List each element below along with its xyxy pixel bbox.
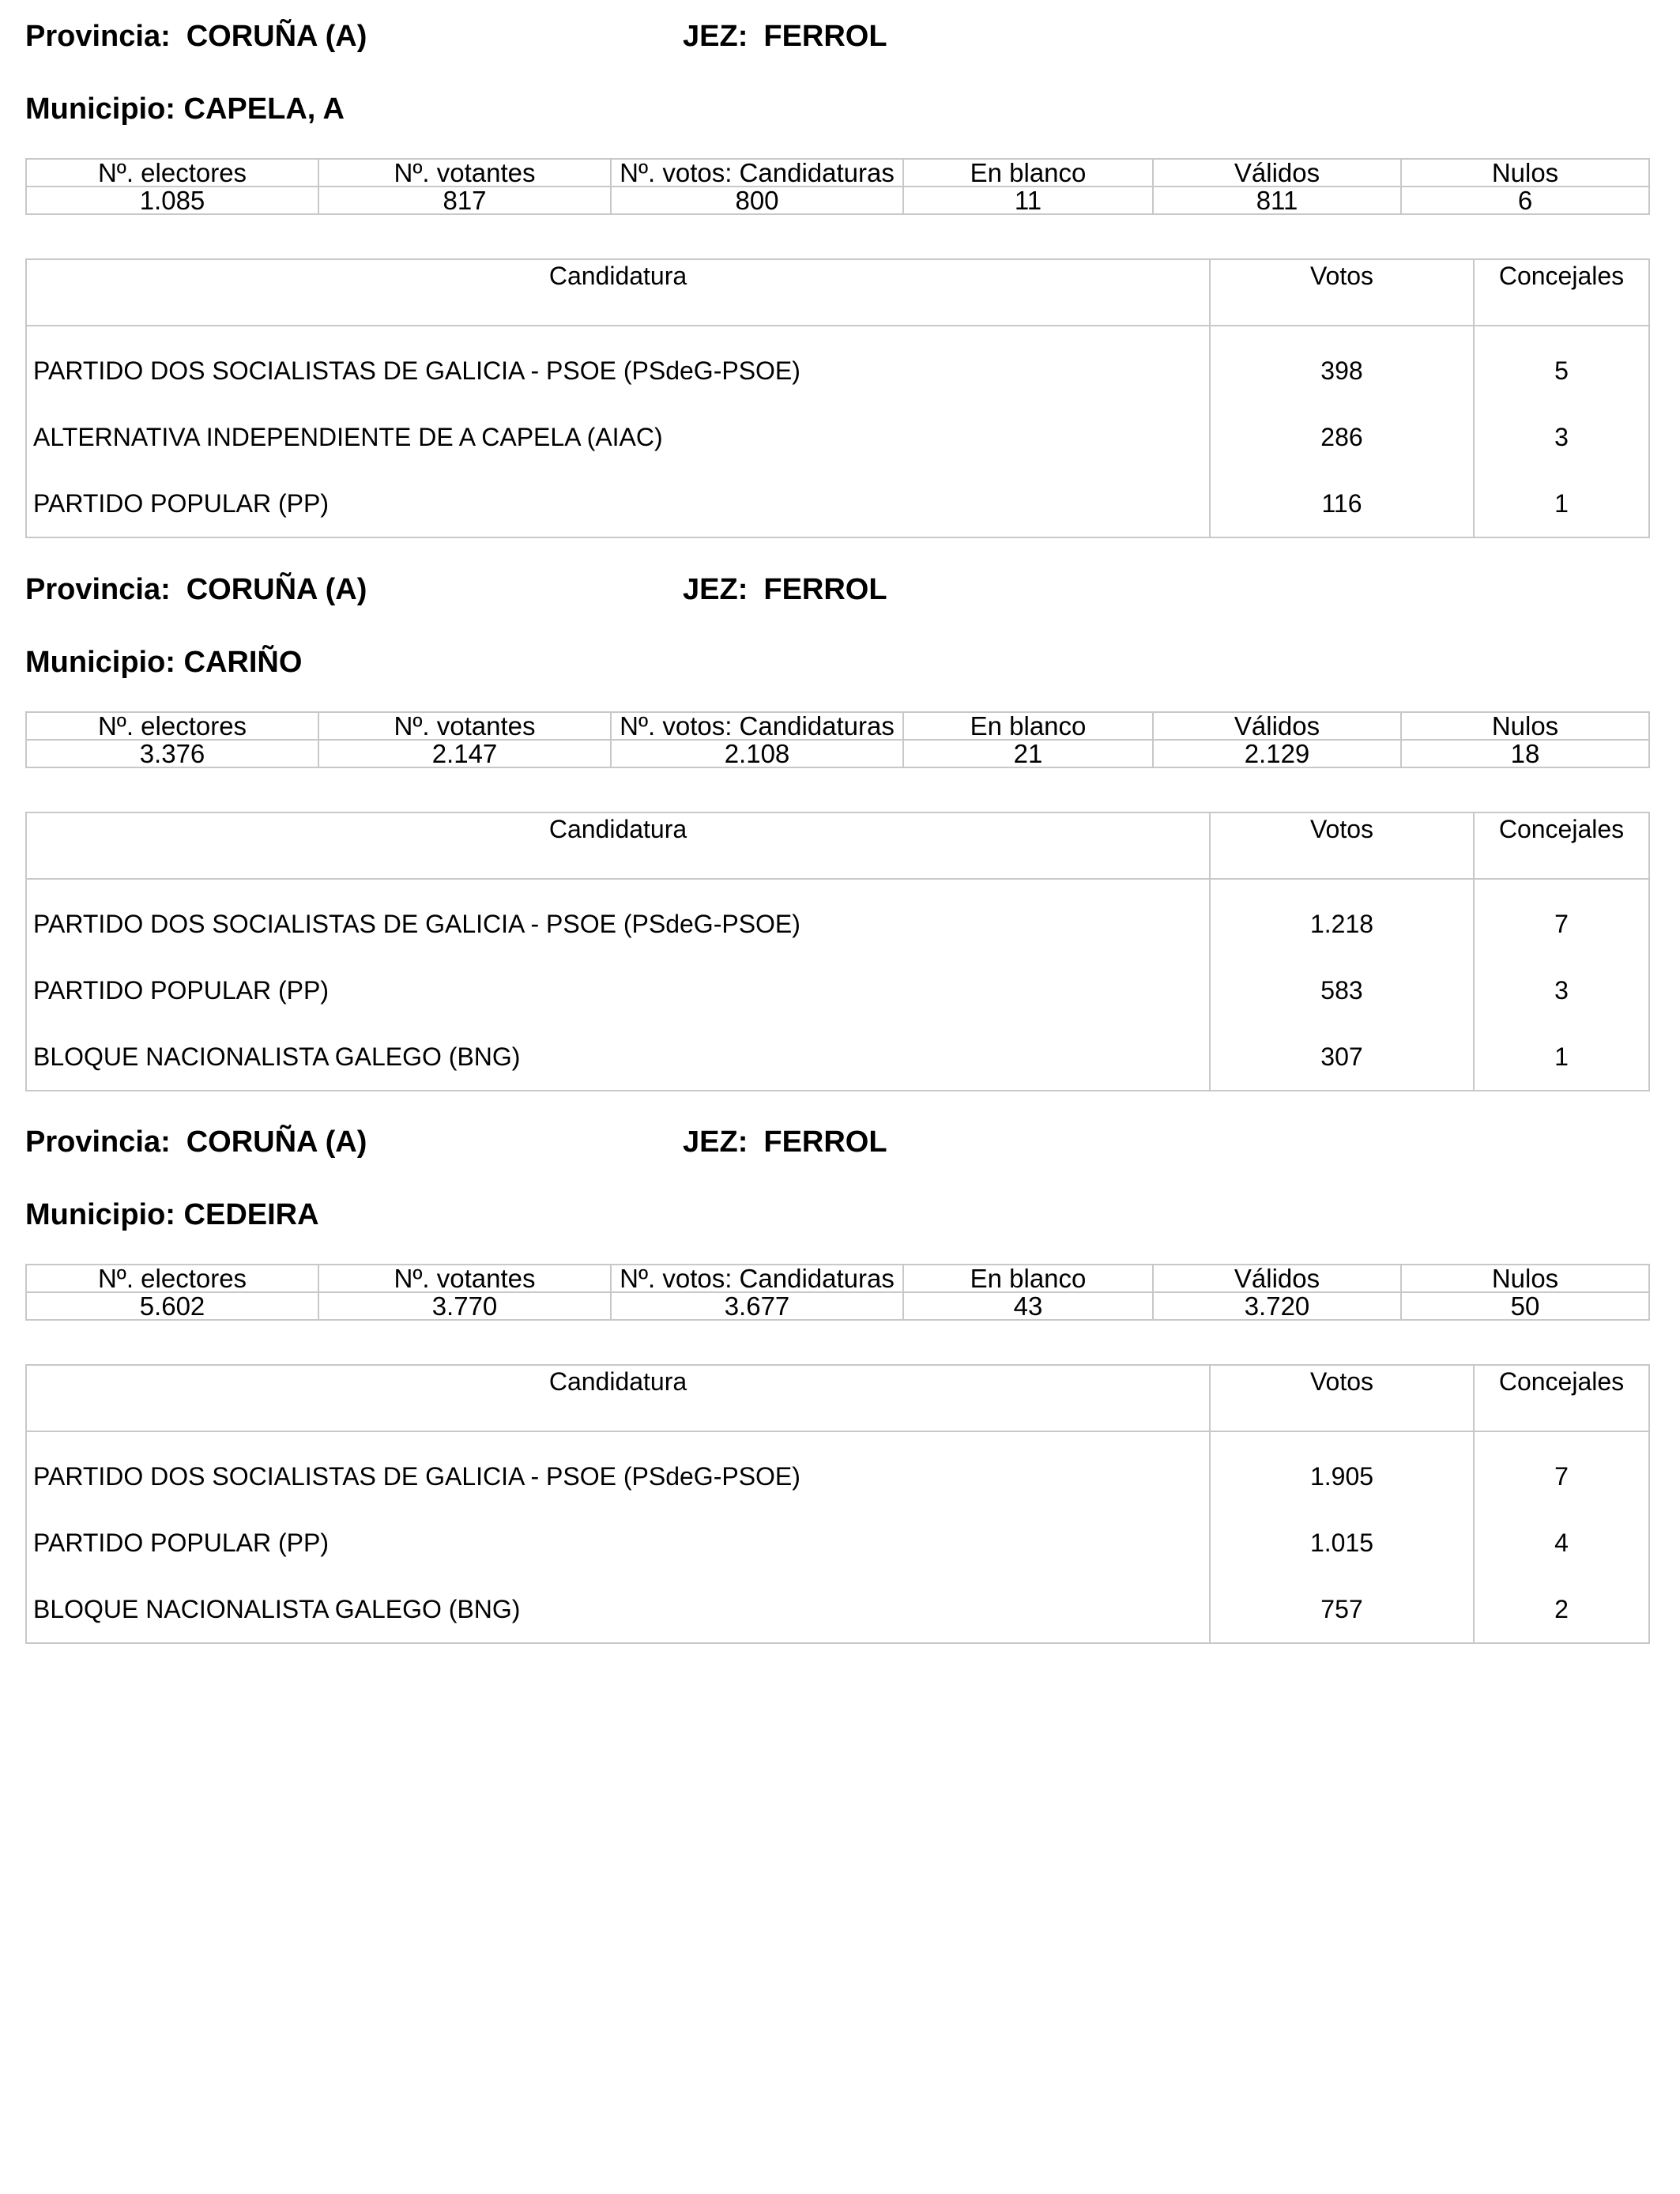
results-header-votos: Votos (1210, 812, 1474, 879)
votos-cell: 1.015 (1210, 1510, 1474, 1576)
summary-header-cell: Nº. electores (26, 159, 318, 187)
summary-header-cell: En blanco (903, 1265, 1153, 1292)
summary-value-cell: 2.108 (611, 740, 903, 767)
summary-table (25, 158, 1650, 215)
summary-value-row (26, 740, 1649, 767)
concejales-cell: 7 (1474, 1431, 1649, 1510)
table-row (26, 1431, 1649, 1510)
summary-table (25, 1264, 1650, 1321)
municipio-heading: Municipio: CARIÑO (25, 646, 303, 679)
summary-value-cell: 2.147 (318, 740, 611, 767)
votos-cell: 583 (1210, 957, 1474, 1023)
provincia-heading: Provincia: CORUÑA (A) (25, 1125, 367, 1159)
summary-value-cell: 1.085 (26, 187, 318, 214)
concejales-cell: 7 (1474, 879, 1649, 957)
summary-value-cell: 11 (903, 187, 1153, 214)
concejales-cell: 2 (1474, 1576, 1649, 1643)
summary-header-row (26, 712, 1649, 740)
summary-header-cell: Nº. votos: Candidaturas (611, 159, 903, 187)
votos-cell: 307 (1210, 1023, 1474, 1091)
summary-header-cell: Válidos (1153, 1265, 1401, 1292)
summary-header-cell: Nº. votantes (318, 1265, 611, 1292)
jez-heading: JEZ: FERROL (683, 1125, 887, 1159)
table-row (26, 1576, 1649, 1643)
summary-header-cell: Nº. electores (26, 1265, 318, 1292)
summary-header-cell: En blanco (903, 712, 1153, 740)
summary-table (25, 711, 1650, 768)
summary-header-cell: Nº. votos: Candidaturas (611, 1265, 903, 1292)
summary-value-cell: 18 (1401, 740, 1649, 767)
results-header-concejales: Concejales (1474, 812, 1649, 879)
summary-value-cell: 3.720 (1153, 1292, 1401, 1320)
provincia-heading: Provincia: CORUÑA (A) (25, 573, 367, 606)
summary-value-cell: 817 (318, 187, 611, 214)
summary-header-cell: Válidos (1153, 159, 1401, 187)
votos-cell: 286 (1210, 404, 1474, 470)
votos-cell: 1.905 (1210, 1431, 1474, 1510)
table-row (26, 470, 1649, 537)
table-row (26, 404, 1649, 470)
summary-value-cell: 3.770 (318, 1292, 611, 1320)
summary-header-row (26, 1265, 1649, 1292)
votos-cell: 1.218 (1210, 879, 1474, 957)
summary-value-cell: 2.129 (1153, 740, 1401, 767)
summary-value-cell: 800 (611, 187, 903, 214)
summary-value-cell: 43 (903, 1292, 1153, 1320)
concejales-cell: 1 (1474, 1023, 1649, 1091)
results-table (25, 812, 1650, 1091)
votos-cell: 116 (1210, 470, 1474, 537)
candidatura-cell: BLOQUE NACIONALISTA GALEGO (BNG) (33, 1042, 521, 1071)
results-header-votos: Votos (1210, 1365, 1474, 1431)
results-header-row (26, 1365, 1649, 1431)
candidatura-cell: PARTIDO POPULAR (PP) (33, 488, 329, 518)
summary-header-cell: Nº. votantes (318, 712, 611, 740)
municipio-heading: Municipio: CEDEIRA (25, 1198, 319, 1231)
results-header-candidatura: Candidatura (26, 259, 1210, 326)
summary-value-cell: 6 (1401, 187, 1649, 214)
summary-header-cell: En blanco (903, 159, 1153, 187)
summary-header-cell: Nº. votantes (318, 159, 611, 187)
summary-value-row (26, 187, 1649, 214)
candidatura-cell: BLOQUE NACIONALISTA GALEGO (BNG) (33, 1594, 521, 1623)
candidatura-cell: PARTIDO DOS SOCIALISTAS DE GALICIA - PSOE (PSdeG-PSOE) (33, 909, 800, 938)
summary-header-cell: Nº. votos: Candidaturas (611, 712, 903, 740)
summary-header-cell: Nulos (1401, 712, 1649, 740)
results-header-votos: Votos (1210, 259, 1474, 326)
summary-header-cell: Válidos (1153, 712, 1401, 740)
summary-header-cell: Nº. electores (26, 712, 318, 740)
summary-value-cell: 21 (903, 740, 1153, 767)
table-row (26, 879, 1649, 957)
concejales-cell: 1 (1474, 470, 1649, 537)
table-row (26, 1023, 1649, 1091)
results-header-candidatura: Candidatura (26, 812, 1210, 879)
summary-value-cell: 811 (1153, 187, 1401, 214)
concejales-cell: 4 (1474, 1510, 1649, 1576)
candidatura-cell: PARTIDO DOS SOCIALISTAS DE GALICIA - PSOE (PSdeG-PSOE) (33, 356, 800, 385)
votos-cell: 398 (1210, 326, 1474, 404)
concejales-cell: 5 (1474, 326, 1649, 404)
table-row (26, 957, 1649, 1023)
summary-value-cell: 3.376 (26, 740, 318, 767)
results-header-candidatura: Candidatura (26, 1365, 1210, 1431)
summary-header-row (26, 159, 1649, 187)
concejales-cell: 3 (1474, 404, 1649, 470)
votos-cell: 757 (1210, 1576, 1474, 1643)
candidatura-cell: PARTIDO POPULAR (PP) (33, 1528, 329, 1557)
provincia-heading: Provincia: CORUÑA (A) (25, 20, 367, 53)
summary-header-cell: Nulos (1401, 1265, 1649, 1292)
summary-value-row (26, 1292, 1649, 1320)
summary-value-cell: 50 (1401, 1292, 1649, 1320)
results-header-row (26, 812, 1649, 879)
results-table (25, 258, 1650, 538)
candidatura-cell: ALTERNATIVA INDEPENDIENTE DE A CAPELA (AIAC) (33, 422, 663, 451)
summary-value-cell: 5.602 (26, 1292, 318, 1320)
candidatura-cell: PARTIDO POPULAR (PP) (33, 975, 329, 1005)
results-header-row (26, 259, 1649, 326)
concejales-cell: 3 (1474, 957, 1649, 1023)
table-row (26, 326, 1649, 404)
summary-value-cell: 3.677 (611, 1292, 903, 1320)
municipio-heading: Municipio: CAPELA, A (25, 92, 345, 126)
results-header-concejales: Concejales (1474, 1365, 1649, 1431)
jez-heading: JEZ: FERROL (683, 573, 887, 606)
results-table (25, 1364, 1650, 1644)
table-row (26, 1510, 1649, 1576)
jez-heading: JEZ: FERROL (683, 20, 887, 53)
summary-header-cell: Nulos (1401, 159, 1649, 187)
candidatura-cell: PARTIDO DOS SOCIALISTAS DE GALICIA - PSOE (PSdeG-PSOE) (33, 1461, 800, 1491)
results-header-concejales: Concejales (1474, 259, 1649, 326)
